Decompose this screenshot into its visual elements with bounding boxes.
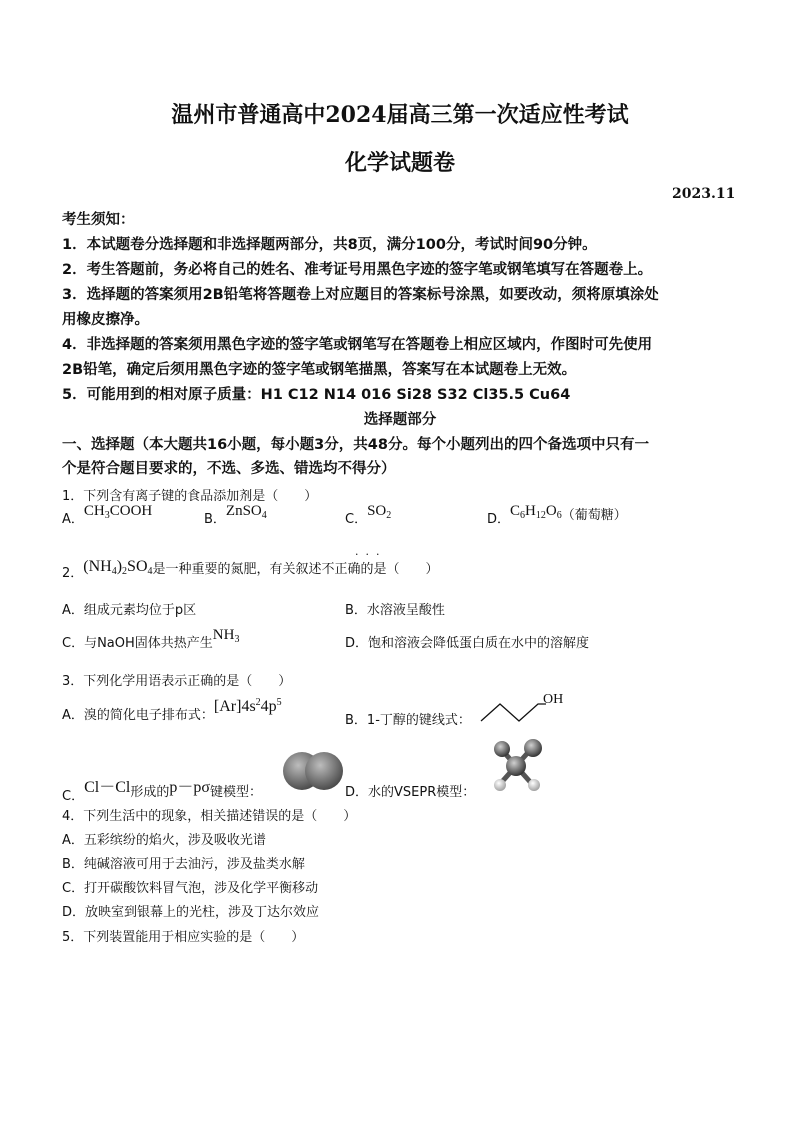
notice-line: 4．非选择题的答案须用黑色字迹的签字笔或钢笔写在答题卷上相应区域内，作图时可先使用 bbox=[62, 337, 653, 353]
q1-option-b[interactable] bbox=[204, 503, 267, 529]
q3-a-formula: $[Ar]4s^24p^5$ bbox=[213, 697, 282, 715]
option-label: C． bbox=[345, 512, 368, 527]
question-4-stem: 4．下列生活中的现象，相关描述错误的是（ ） bbox=[62, 809, 357, 824]
section-instruction: 个是符合题目要求的，不选、多选、错选均不得分） bbox=[62, 461, 396, 477]
q2-c-formula: $NH_3$ bbox=[212, 627, 240, 645]
notice-heading: 考生须知： bbox=[62, 212, 135, 228]
q4-option-a[interactable]: A．五彩缤纷的焰火，涉及吸收光谱 bbox=[62, 833, 266, 848]
q4-option-d[interactable]: D．放映室到银幕上的光柱，涉及丁达尔效应 bbox=[62, 905, 320, 920]
notice-line: 2B铅笔，确定后须用黑色字迹的签字笔或钢笔描黑，答案写在本试题卷上无效。 bbox=[62, 362, 577, 378]
q2-option-a[interactable]: A．组成元素均位于p区 bbox=[62, 603, 197, 618]
q1-option-a[interactable] bbox=[62, 503, 153, 529]
q4-option-c[interactable]: C．打开碳酸饮料冒气泡，涉及化学平衡移动 bbox=[62, 881, 319, 896]
q1-b-formula: ZnSO$_4$ bbox=[225, 503, 267, 521]
exam-title: 温州市普通高中2024届高三第一次适应性考试 bbox=[171, 102, 629, 128]
option-label: A． bbox=[62, 512, 84, 527]
q1-d-formula: $C_6H_{12}O_6$ bbox=[510, 503, 562, 521]
q3-c-bond: p－pσ bbox=[169, 779, 210, 796]
section-title: 选择题部分 bbox=[363, 412, 437, 428]
q3-option-a[interactable] bbox=[62, 696, 282, 723]
q2-stem-text: 是一种重要的氮肥，有关叙述不正确的是（ ） bbox=[152, 562, 439, 577]
exam-subtitle: 化学试题卷 bbox=[344, 150, 455, 176]
notice-line: 2．考生答题前，务必将自己的姓名、准考证号用黑色字迹的签字笔或钢笔填写在答题卷上。 bbox=[62, 262, 653, 278]
q3-c-mid: 形成的 bbox=[130, 785, 170, 800]
q3-option-c[interactable] bbox=[62, 774, 262, 804]
q1-option-d[interactable] bbox=[487, 503, 627, 529]
emphasis-dots-icon: · · · bbox=[355, 548, 380, 561]
notice-line: 用橡皮擦净。 bbox=[62, 312, 149, 328]
q2-c-text: C．与NaOH固体共热产生 bbox=[62, 636, 213, 651]
section-instruction: 一、选择题（本大题共16小题，每小题3分，共48分。每个小题列出的四个备选项中只有一 bbox=[62, 437, 649, 453]
q1-c-formula: $SO_2$ bbox=[367, 503, 392, 521]
q3-option-b[interactable]: B．1-丁醇的键线式： bbox=[345, 713, 471, 728]
question-number: 2． bbox=[62, 566, 84, 581]
q2-option-d[interactable]: D．饱和溶液会降低蛋白质在水中的溶解度 bbox=[345, 636, 590, 651]
q1-a-formula: $CH_3COOH$ bbox=[83, 503, 153, 521]
q3-c-formula: Cl－Cl bbox=[84, 779, 131, 796]
q1-d-note: （葡萄糖） bbox=[561, 508, 627, 523]
q3-c-end: 键模型： bbox=[209, 785, 262, 800]
p-p-sigma-bond-model-icon bbox=[281, 750, 345, 792]
notice-line: 3．选择题的答案须用2B铅笔将答题卷上对应题目的答案标号涂黑，如要改动，须将原填涂处 bbox=[62, 287, 659, 303]
option-label: C． bbox=[62, 789, 85, 804]
q3-option-d[interactable]: D．水的VSEPR模型： bbox=[345, 785, 476, 800]
q2-option-c[interactable] bbox=[62, 624, 240, 651]
water-vsepr-model-icon bbox=[488, 736, 548, 798]
option-label: D． bbox=[487, 512, 511, 527]
q4-option-b[interactable]: B．纯碱溶液可用于去油污，涉及盐类水解 bbox=[62, 857, 305, 872]
q3-b-oh-label: OH bbox=[543, 692, 564, 707]
q3-a-text: A．溴的简化电子排布式： bbox=[62, 708, 214, 723]
option-label: B． bbox=[204, 512, 226, 527]
notice-line: 5．可能用到的相对原子质量：H1 C12 N14 016 Si28 S32 Cl35.5 Cu64 bbox=[62, 387, 571, 403]
notice-line: 1．本试题卷分选择题和非选择题两部分，共8页，满分100分，考试时间90分钟。 bbox=[62, 237, 597, 253]
q1-option-c[interactable] bbox=[345, 503, 392, 529]
q2-formula: $(NH_4)_2SO_4$ bbox=[83, 558, 153, 577]
q2-option-b[interactable]: B．水溶液呈酸性 bbox=[345, 603, 445, 618]
question-3-stem: 3．下列化学用语表示正确的是（ ） bbox=[62, 674, 292, 689]
exam-date: 2023.11 bbox=[672, 186, 736, 202]
question-2-stem bbox=[62, 556, 439, 581]
question-1-stem: 1．下列含有离子键的食品添加剂是（ ） bbox=[62, 489, 318, 504]
question-5-stem: 5．下列装置能用于相应实验的是（ ） bbox=[62, 930, 305, 945]
